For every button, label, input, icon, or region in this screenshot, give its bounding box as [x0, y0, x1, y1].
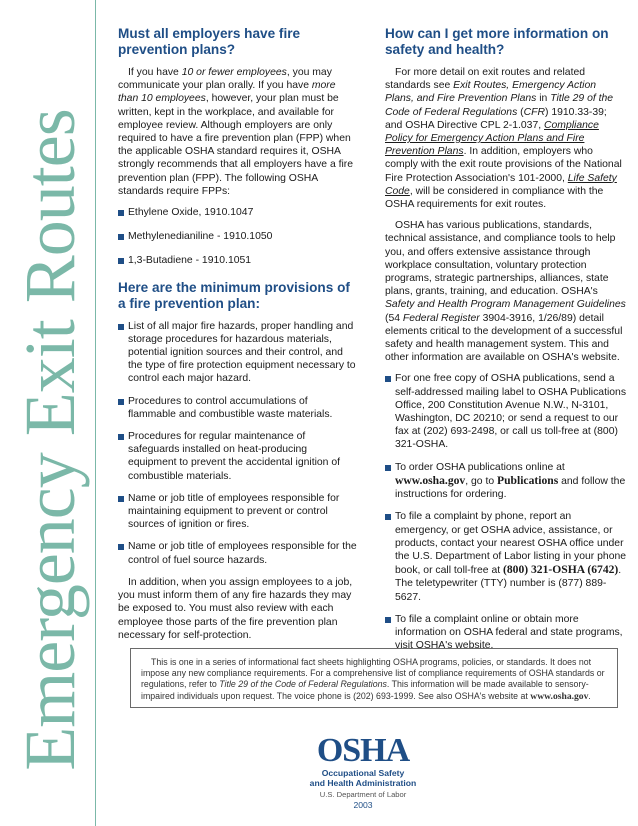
provisions-heading: Here are the minimum provisions of a fire prevention plan: — [118, 279, 350, 311]
agency-name-line2: and Health Administration — [309, 778, 417, 788]
department-name: U.S. Department of Labor — [319, 790, 407, 799]
list-item: List of all major fire hazards, proper handling and storage procedures for hazardous materials, potential ignition sources and their control, and the type of fire protection equipment necessary to control each major hazard. — [118, 320, 358, 386]
contact-list — [385, 372, 627, 652]
left-column — [118, 26, 358, 650]
osha-phone-number: (800) 321-OSHA (6742) — [503, 563, 619, 577]
list-item: To file a complaint online or obtain more information on OSHA federal and state programs, visit OSHA's website. — [385, 613, 627, 653]
publication-year: 2003 — [353, 800, 373, 810]
right-column — [385, 26, 627, 661]
osha-website-link[interactable]: www.osha.gov — [395, 473, 466, 487]
fpp-heading: Must all employers have fire prevention plans? — [118, 26, 301, 57]
publications-link[interactable]: Publications — [497, 473, 559, 487]
exit-routes-paragraph: For more detail on exit routes and related standards see Exit Routes, Emergency Action Plans, and Fire Prevention Plans in Title 29 of the Code of Federal Regulations (CFR) 1910.33-39; and OSHA Directive CPL 2-1.037, Compliance Policy for Emergency Action Plans and Fire Prevention Plans. In addition, employers who comply with the exit route provisions of the National Fire Protection Association's 101-2000, Life Safety Code, will be considered in compliance with the OSHA requirements for exit routes. — [385, 67, 622, 211]
list-item: Ethylene Oxide, 1910.1047 — [118, 206, 358, 219]
list-item: Procedures to control accumulations of flammable and combustible waste materials. — [118, 395, 358, 421]
footer-website-link[interactable]: www.osha.gov — [530, 690, 589, 702]
fpp-intro-paragraph: If you have 10 or fewer employees, you may communicate your plan orally. If you have more than 10 employees, however, your plan must be written, kept in the workplace, and available for employee review. Although employers are only required to have a fire prevention plan (FPP) when the applicable OSHA standard requires it, OSHA strongly recommends that all employers have a fire prevention plan (FPP). The following OSHA standards require FPPs: — [118, 67, 354, 197]
list-item: 1,3-Butadiene - 1910.1051 — [118, 254, 358, 267]
more-info-heading: How can I get more information on safety and health? — [385, 26, 609, 57]
assignment-paragraph: In addition, when you assign employees to a job, you must inform them of any fire hazards they may be exposed to. You must also review with each employee those parts of the fire prevention plan necessary for self-protection. — [118, 576, 353, 641]
agency-name-line1: Occupational Safety — [321, 768, 405, 778]
osha-logo — [308, 734, 418, 810]
list-item: To order OSHA publications online at www.osha.gov, go to Publications and follow the instructions for ordering. — [385, 461, 627, 502]
osha-logo-mark: OSHA — [316, 732, 410, 769]
list-item: Name or job title of employees responsible for the control of fuel source hazards. — [118, 540, 358, 566]
disclaimer-box — [130, 648, 618, 708]
fpp-standards-list — [118, 206, 358, 268]
list-item: Procedures for regular maintenance of safeguards installed on heat-producing equipment to prevent the accidental ignition of combustible materials. — [118, 430, 358, 483]
list-item: For one free copy of OSHA publications, send a self-addressed mailing label to OSHA Publications Office, 200 Constitution Avenue N.W., N-3101, Washington, DC 20210; or send a request to our fax at (202) 693-2498, or call us toll-free at (800) 321-OSHA. — [385, 372, 627, 451]
disclaimer-text: This is one in a series of informational fact sheets highlighting OSHA programs, policies, or standards. It does not impose any new compliance requirements. For a comprehensive list of compliance requirements of OSHA standards or regulations, refer to Title 29 of the Code of Federal Regulations. This information will be made available to sensory-impaired individuals upon request. The voice phone is (202) 693-1999. See also OSHA's website at www.osha.gov. — [141, 657, 605, 702]
side-divider — [95, 0, 96, 826]
publications-paragraph: OSHA has various publications, standards, technical assistance, and compliance tools to help you, and offers extensive assistance through workplace consultation, voluntary protection programs, strategic partnerships, alliances, state plans, grants, training, and education. OSHA's Safety and Health Program Management Guidelines (54 Federal Register 3904-3916, 1/26/89) detail elements critical to the development of a successful safety and health management system. This and other information are available on OSHA's website. — [385, 220, 626, 364]
provisions-list — [118, 320, 358, 567]
list-item: To file a complaint by phone, report an emergency, or get OSHA advice, assistance, or products, contact your nearest OSHA office under the U.S. Department of Labor listing in your phone book, or call toll-free at (800) 321-OSHA (6742). The teletypewriter (TTY) number is (877) 889-5627. — [385, 510, 627, 603]
list-item: Name or job title of employees responsible for maintaining equipment to prevent or control sources of ignition or fires. — [118, 492, 358, 532]
list-item: Methylenedianiline - 1910.1050 — [118, 230, 358, 243]
side-title — [0, 0, 110, 826]
side-title-text: Emergency Exit Routes — [10, 109, 90, 771]
